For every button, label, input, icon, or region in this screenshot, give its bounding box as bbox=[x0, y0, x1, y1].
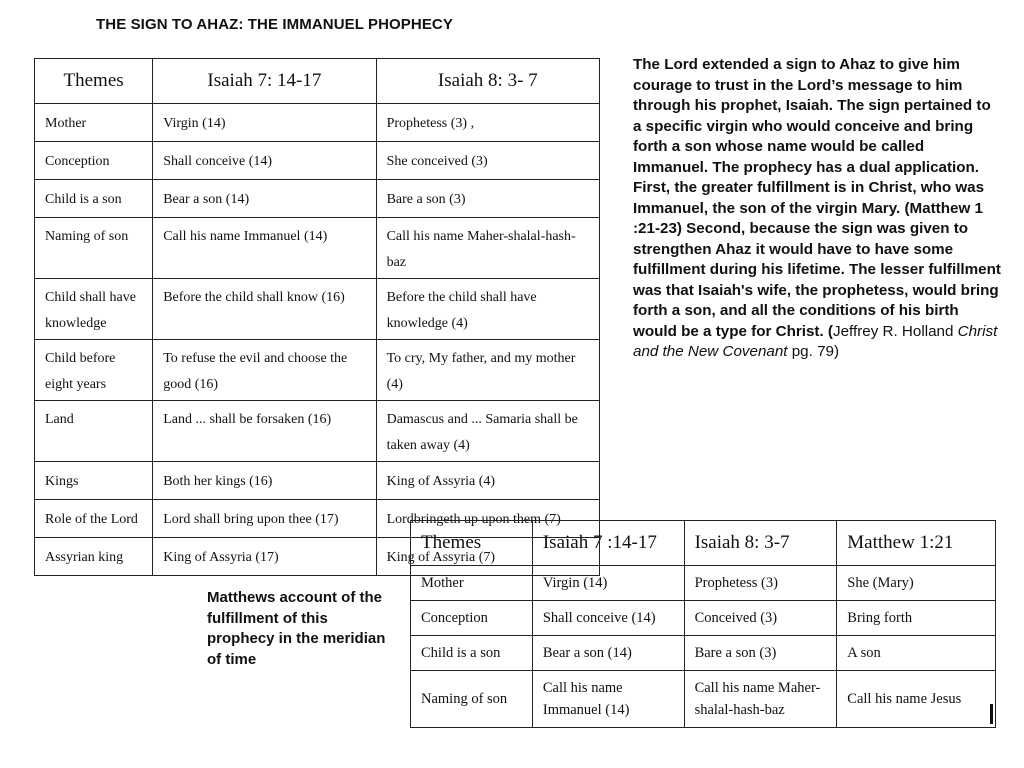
table-row bbox=[35, 142, 600, 180]
table-cell: Mother bbox=[35, 104, 153, 142]
column-header-isaiah-8: Isaiah 8: 3-7 bbox=[684, 521, 837, 566]
column-header-isaiah-7: Isaiah 7: 14-17 bbox=[153, 59, 376, 104]
table-cell: Before the child shall have knowledge (4) bbox=[376, 279, 599, 340]
column-header-isaiah-7: Isaiah 7 :14-17 bbox=[532, 521, 684, 566]
matthew-caption: Matthews account of the fulfillment of this prophecy in the meridian of time bbox=[207, 589, 386, 668]
table-cell: Bare a son (3) bbox=[376, 180, 599, 218]
page-title: THE SIGN TO AHAZ: THE IMMANUEL PHOPHECY bbox=[96, 16, 453, 33]
table-row bbox=[35, 340, 600, 401]
table-cell: Child is a son bbox=[35, 180, 153, 218]
table-cell: Bring forth bbox=[837, 601, 996, 636]
table-cell: Conception bbox=[411, 601, 533, 636]
table-header-row bbox=[35, 59, 600, 104]
citation-book-title: Christ and the New Covenant bbox=[633, 322, 998, 360]
citation-author: Jeffrey R. Holland bbox=[832, 322, 958, 340]
text-cursor-mark bbox=[990, 704, 993, 724]
table-cell: Both her kings (16) bbox=[153, 462, 376, 500]
table-cell: Damascus and ... Samaria shall be taken away (4) bbox=[376, 401, 599, 462]
commentary-text: The Lord extended a sign to Ahaz to give him courage to trust in the Lord’s message to him through his prophet, Isaiah. The sign pertained to a specific virgin who would conceive and bring forth a son whose name would be called Immanuel. The prophecy has a dual application. First, the greater fulfillment is in Christ, who was Immanuel, the son of the virgin Mary. (Matthew 1 :21-23) Second, because the sign was given to strengthen Ahaz it would have to have some fulfillment during his lifetime. The lesser fulfillment was that Isaiah's wife, the prophetess, would bring forth a son, and all the conditions of his birth would be a type for Christ. ( bbox=[633, 56, 1001, 340]
table-cell: Virgin (14) bbox=[532, 566, 684, 601]
table-cell: Child shall have knowledge bbox=[35, 279, 153, 340]
table-cell: Assyrian king bbox=[35, 538, 153, 576]
table-cell: Child is a son bbox=[411, 636, 533, 671]
table-row bbox=[411, 566, 996, 601]
table-cell: Virgin (14) bbox=[153, 104, 376, 142]
table-cell: Conception bbox=[35, 142, 153, 180]
table-cell: To refuse the evil and choose the good (16) bbox=[153, 340, 376, 401]
table-cell: Before the child shall know (16) bbox=[153, 279, 376, 340]
table-cell: She conceived (3) bbox=[376, 142, 599, 180]
table-cell: Shall conceive (14) bbox=[153, 142, 376, 180]
table-cell: Bear a son (14) bbox=[153, 180, 376, 218]
table-header-row bbox=[411, 521, 996, 566]
table-cell: King of Assyria (4) bbox=[376, 462, 599, 500]
table-cell: Call his name Immanuel (14) bbox=[532, 671, 684, 728]
table-cell: Lordbringeth up upon them (7) bbox=[376, 500, 599, 538]
column-header-matthew: Matthew 1:21 bbox=[837, 521, 996, 566]
table-cell: Call his name Jesus bbox=[837, 671, 996, 728]
table-row bbox=[35, 462, 600, 500]
table-cell: She (Mary) bbox=[837, 566, 996, 601]
table-cell: King of Assyria (7) bbox=[376, 538, 599, 576]
column-header-isaiah-8: Isaiah 8: 3- 7 bbox=[376, 59, 599, 104]
table-cell: Conceived (3) bbox=[684, 601, 837, 636]
column-header-themes: Themes bbox=[411, 521, 533, 566]
table-cell: Bare a son (3) bbox=[684, 636, 837, 671]
table-cell: Call his name Maher-shalal-hash-baz bbox=[684, 671, 837, 728]
table-cell: Call his name Maher-shalal-hash-baz bbox=[376, 218, 599, 279]
table-row bbox=[35, 279, 600, 340]
column-header-themes: Themes bbox=[35, 59, 153, 104]
table-cell: A son bbox=[837, 636, 996, 671]
table-cell: Prophetess (3) , bbox=[376, 104, 599, 142]
table-cell: Mother bbox=[411, 566, 533, 601]
table-cell: Land ... shall be forsaken (16) bbox=[153, 401, 376, 462]
table-cell: King of Assyria (17) bbox=[153, 538, 376, 576]
table-cell: Shall conceive (14) bbox=[532, 601, 684, 636]
table-cell: To cry, My father, and my mother (4) bbox=[376, 340, 599, 401]
table-row bbox=[35, 180, 600, 218]
comparison-table-isaiah bbox=[34, 58, 600, 576]
table-row bbox=[411, 636, 996, 671]
citation-page: pg. 79) bbox=[787, 343, 840, 360]
table-cell: Lord shall bring upon thee (17) bbox=[153, 500, 376, 538]
table-cell: Prophetess (3) bbox=[684, 566, 837, 601]
table-cell: Naming of son bbox=[411, 671, 533, 728]
table-cell: Naming of son bbox=[35, 218, 153, 279]
table-cell: Bear a son (14) bbox=[532, 636, 684, 671]
table-cell: Child before eight years bbox=[35, 340, 153, 401]
commentary-paragraph bbox=[633, 55, 1001, 363]
comparison-table-matthew bbox=[410, 520, 996, 728]
table-cell: Kings bbox=[35, 462, 153, 500]
table-row bbox=[35, 218, 600, 279]
table-cell: Role of the Lord bbox=[35, 500, 153, 538]
table-row bbox=[35, 401, 600, 462]
table-cell: Land bbox=[35, 401, 153, 462]
table-row bbox=[411, 671, 996, 728]
table-cell: Call his name Immanuel (14) bbox=[153, 218, 376, 279]
table-row bbox=[411, 601, 996, 636]
table-row bbox=[35, 104, 600, 142]
